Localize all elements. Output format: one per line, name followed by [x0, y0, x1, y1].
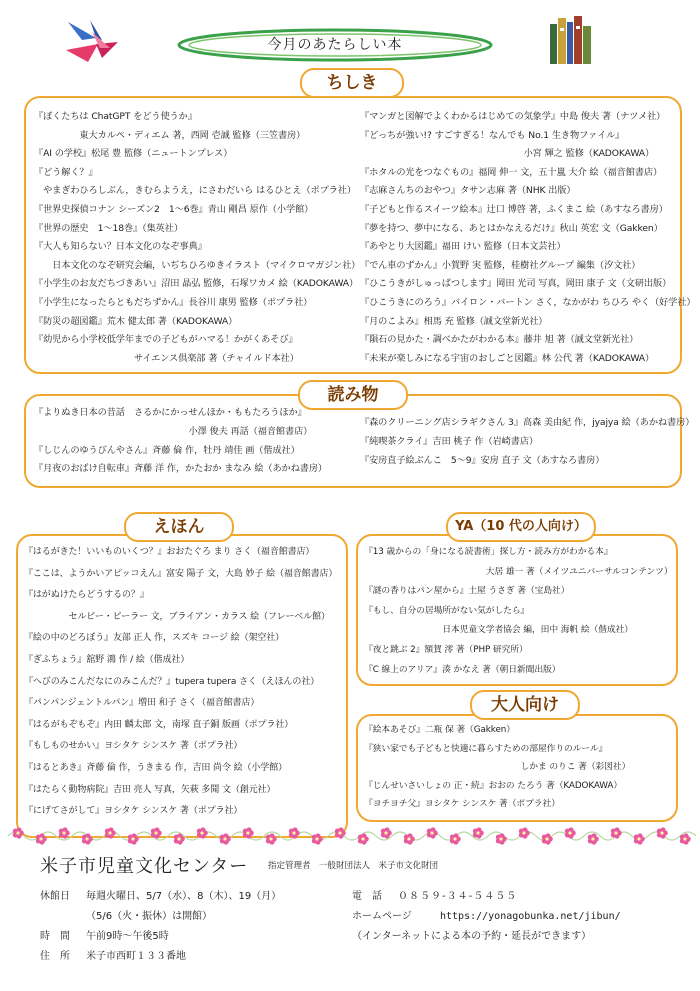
flower-icon — [519, 827, 530, 838]
book-entry: 『へびのみこんだなにのみこんだ？』tupera tupera さく（えほんの社） — [24, 676, 320, 687]
book-entry: 『志麻さんちのおやつ』タサン志麻 著（NHK 出版） — [360, 185, 576, 197]
flower-icon — [358, 833, 369, 844]
book-entry: 『ホタルの光をつなぐもの』福岡 伸一 文，五十嵐 大介 絵（福音館書店） — [360, 166, 663, 178]
flower-icon — [151, 827, 162, 838]
internet-note: （インターネットによる本の予約・延長ができます） — [352, 931, 592, 942]
flower-icon — [657, 827, 668, 838]
book-entry: 『もし、自分の居場所がない気がしたら』 — [364, 605, 530, 616]
flower-icon — [289, 827, 300, 838]
book-entry: 『ぼくたちは ChatGPT をどう使うか』 — [34, 111, 197, 122]
flower-icon — [473, 827, 484, 838]
book-entry: 『あやとり大図鑑』福田 けい 監修（日本文芸社） — [360, 241, 566, 253]
hours-value: 午前9時〜午後5時 — [86, 931, 169, 942]
book-entry: 『未来が楽しみになる宇宙のおしごと図鑑』林 公代 著（KADOKAWA） — [360, 352, 655, 364]
flower-icon — [634, 833, 645, 844]
book-entry: 『純喫茶クライ』吉田 桃子 作（岩崎書店） — [360, 435, 539, 447]
book-entry: 『森のクリーニング店シラギクさん 3』高森 美由紀 作，jyajya 絵（あかね書房） — [360, 417, 695, 428]
flower-icon — [588, 833, 599, 844]
book-entry: 大居 雄一 著（メイツユニバーサルコンテンツ） — [364, 566, 673, 577]
book-entry: 『はるがもぞもぞ』内田 麟太郎 文，南塚 直子銅 版画（ポプラ社） — [24, 719, 294, 730]
book-entry: 『絵の中のどろぼう』友部 正人 作，スズキ コージ 絵（架空社） — [24, 633, 285, 644]
closed-label: 休館日 — [40, 891, 70, 902]
book-entry: 『ここは、ようかいアピッコえん』富安 陽子 文，大島 妙子 絵（福音館書店） — [24, 568, 338, 579]
hours-label: 時 間 — [40, 931, 70, 942]
flower-icon — [82, 833, 93, 844]
ya-tab: YA（10 代の人向け） — [446, 512, 596, 542]
book-entry: 『ヨチヨチ父』ヨシタケ シンスケ 著（ポプラ社） — [364, 799, 560, 810]
book-entry: 『隕石の見かた・調べかたがわかる本』藤井 旭 著（誠文堂新光社） — [360, 334, 639, 346]
book-entry: 『C 線上のアリア』湊 かなえ 著（朝日新聞出版） — [364, 664, 561, 675]
books-icon — [548, 14, 596, 66]
book-entry: 『パンパンジェントルパン』増田 和子 さく（福音館書店） — [24, 698, 260, 709]
address-label: 住 所 — [40, 951, 70, 962]
flower-icon — [243, 827, 254, 838]
book-entry: 『世界の歴史 1〜18巻』（集英社） — [34, 222, 183, 234]
book-entry: 『安房直子絵ぶんこ 5〜9』安房 直子 文（あすなろ書房） — [360, 454, 605, 466]
book-entry: 小宮 輝之 監修（KADOKAWA） — [360, 148, 655, 160]
otona-tab: 大人向け — [470, 690, 580, 720]
book-entry: 『はるがきた！いいものいくつ？』おおたぐろ まり さく（福音館書店） — [24, 547, 315, 557]
book-entry: 『子どもと作るスイーツ絵本』辻口 博啓 著，ふくまこ 絵（あすなろ書房） — [360, 204, 668, 215]
book-entry: 『もしものせかい』ヨシタケ シンスケ 著（ポプラ社） — [24, 741, 243, 752]
ehon-tab: えほん — [124, 512, 234, 542]
book-entry: 『にげてさがして』ヨシタケ シンスケ 著（ポプラ社） — [24, 806, 243, 817]
book-entry: 『はがぬけたらどうするの？』 — [24, 590, 149, 601]
book-entry: 『ぎふちょう』舘野 鴻 作 / 絵（偕成社） — [24, 655, 190, 665]
flower-icon — [565, 827, 576, 838]
book-entry: 『じんせいさいしょの 正・続』おおの たろう 著（KADOKAWA） — [364, 780, 623, 791]
yomimono-tab: 読み物 — [298, 380, 408, 410]
flower-icon — [680, 833, 691, 844]
book-entry: サイエンス倶楽部 著（チャイルド本社） — [34, 352, 299, 364]
closed-value: 毎週火曜日、5/7（水）、8（木）、19（月） — [86, 891, 282, 902]
book-entry: 『ひこうきにのろう』バイロン・バートン さく，なかがわ ちひろ やく（好学社） — [360, 297, 696, 308]
book-entry: 『小学生になったらともだちずかん』長谷川 康男 監修（ポプラ社） — [34, 297, 313, 308]
book-entry: 『絵本あそび』二瓶 保 著（Gakken） — [364, 725, 515, 735]
book-entry: 『どっちが強い!? すごすぎる！なんでも No.1 生き物ファイル』 — [360, 129, 625, 141]
closed-note: （5/6（火・振休）は開館） — [86, 911, 213, 922]
chishiki-tab: ちしき — [300, 68, 404, 98]
book-entry: 『月夜のおばけ自転車』斉藤 洋 作，かたおか まなみ 絵（あかね書房） — [34, 463, 327, 475]
book-entry: 『よりぬき日本の昔話 さるかにかっせんほか・ももたろうほか』 — [34, 407, 307, 418]
book-entry: 『どう解く？』 — [34, 166, 98, 178]
book-entry: 『世界史探偵コナン シーズン2 1〜6巻』青山 剛昌 原作（小学館） — [34, 204, 314, 215]
book-entry: 『夜と跳ぶ 2』額賀 澪 著（PHP 研究所） — [364, 645, 528, 655]
book-entry: 『でん車のずかん』小賀野 実 監修，桂樹社グループ 編集（汐文社） — [360, 259, 641, 271]
page-title: 今月のあたらしい本 — [267, 37, 403, 53]
flower-icon — [542, 833, 553, 844]
book-entry: しかま のりこ 著（彩図社） — [364, 762, 631, 773]
book-entry: 『マンガと図解でよくわかるはじめての気象学』中島 俊夫 著（ナツメ社） — [360, 111, 666, 122]
book-entry: 『狭い家でも子どもと快適に暮らすための部屋作りのルール』 — [364, 743, 608, 754]
flower-icon — [266, 833, 277, 844]
flower-border-icon — [4, 824, 696, 848]
manager-text: 指定管理者 一般財団法人 米子市文化財団 — [268, 861, 439, 871]
book-entry: 『謎の香りはパン屋から』土屋 うさぎ 著（宝島社） — [364, 586, 570, 597]
origami-bird-icon — [62, 18, 124, 66]
book-entry: 『大人も知らない？日本文化のなぞ事典』 — [34, 241, 207, 253]
flower-icon — [312, 833, 323, 844]
title-banner — [176, 28, 494, 62]
book-entry: 『防災の超図鑑』荒木 健太郎 著（KADOKAWA） — [34, 315, 238, 327]
flower-icon — [611, 827, 622, 838]
book-entry: 『はるとあき』斉藤 倫 作，うきまる 作，吉田 尚令 絵（小学館） — [24, 763, 288, 773]
book-entry: やまぎわひろしぶん，きむらようえ，にさわだいら はるひとえ（ポプラ社） — [34, 185, 356, 197]
book-entry: 東大カルペ・ディエム 著，西岡 壱誠 監修（三笠書房） — [34, 129, 306, 141]
flower-icon — [450, 833, 461, 844]
flower-icon — [496, 833, 507, 844]
flower-icon — [220, 833, 231, 844]
homepage-link[interactable]: https://yonagobunka.net/jibun/ — [440, 911, 621, 922]
phone-label: 電 話 — [352, 891, 382, 902]
address-value: 米子市西町１３３番地 — [86, 951, 186, 962]
book-entry: 『ひこうきがしゅっぱつします』岡田 光司 写真，岡田 康子 文（文研出版） — [360, 278, 672, 290]
book-entry: 日本文化のなぞ研究会編，いぢちひろゆきイラスト（マイクロマガジン社） — [34, 259, 361, 271]
book-entry: 『月のこよみ』相馬 充 監修（誠文堂新光社） — [360, 315, 548, 327]
flower-icon — [197, 827, 208, 838]
flower-icon — [427, 827, 438, 838]
homepage-label: ホームページ — [352, 911, 412, 922]
book-entry: 『13 歳からの「身になる読書術」探し方・読み方がわかる本』 — [364, 547, 613, 557]
flower-icon — [36, 833, 47, 844]
flower-icon — [59, 827, 70, 838]
book-entry: 『はたらく動物病院』吉田 亮人 写真，矢萩 多聞 文（創元社） — [24, 784, 276, 795]
book-entry: 『夢を持つ、夢中になる、あとはかなえるだけ』秋山 英宏 文（Gakken） — [360, 222, 663, 234]
flower-icon — [105, 827, 116, 838]
book-entry: セルビー・ビーラー 文，ブライアン・カラス 絵（フレーベル館） — [24, 611, 330, 622]
phone-value: ０８５９‐３４‐５４５５ — [398, 891, 518, 902]
org-name: 米子市児童文化センター — [40, 856, 249, 877]
flower-icon — [404, 833, 415, 844]
book-entry: 『小学生のお友だちづきあい』沼田 晶弘 監修，石塚ワカメ 絵（KADOKAWA） — [34, 278, 359, 290]
flower-icon — [13, 827, 24, 838]
book-entry: 小澤 俊夫 再話（福音館書店） — [34, 425, 313, 437]
book-entry: 『AI の学校』松尾 豊 監修（ニュートンプレス） — [34, 148, 233, 160]
book-entry: 『しじんのゆうびんやさん』斉藤 倫 作，牡丹 靖佳 画（偕成社） — [34, 444, 300, 456]
book-entry: 『幼児から小学校低学年までの子どもがハマる！かがくあそび』 — [34, 334, 298, 346]
book-entry: 日本児童文学者協会 編，田中 海帆 絵（偕成社） — [364, 625, 633, 636]
